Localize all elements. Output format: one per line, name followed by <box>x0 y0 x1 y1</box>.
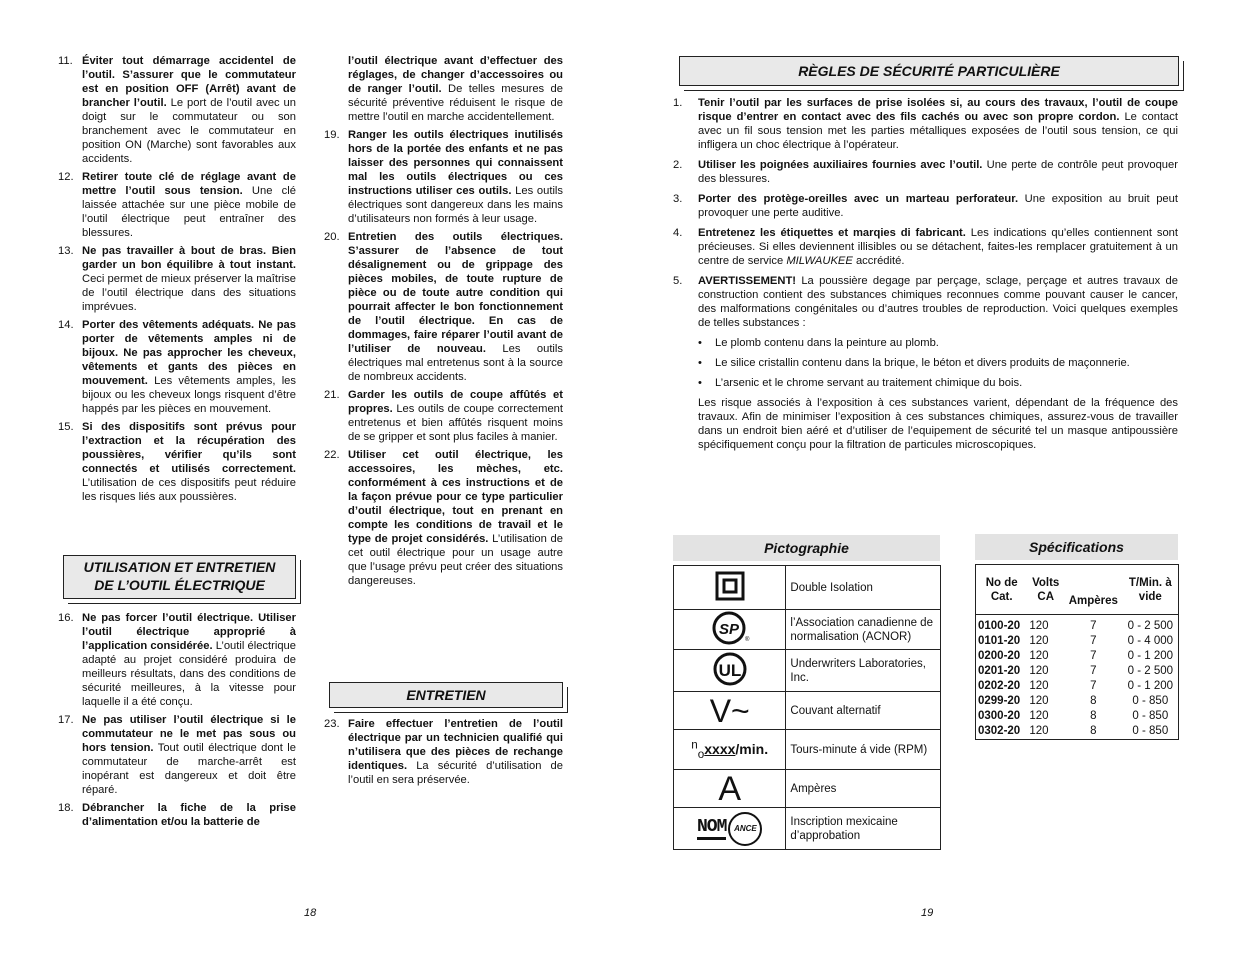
item-number: 16. <box>58 612 74 624</box>
list-item <box>58 420 296 504</box>
spec-cell: 120 <box>1029 649 1049 662</box>
spec-cell: 7 <box>1090 649 1097 662</box>
section-heading-entretien <box>329 682 563 708</box>
item-bold: Faire effectuer l’entretien de l’outil électrique par un technicien qualifié qui n’utilisera que des pièces de rechange identiques. <box>348 718 563 772</box>
item-text: Le contact avec un fil sous tension met les parties métalliques exposées de l’outil sous tension, ce qui infligera un choc électrique à l’opérateur. <box>698 111 1178 151</box>
item-bold: Porter des vêtements adéquats. Ne pas porter de vêtements amples ni de bijoux. Ne pas approcher les cheveux, vêtements et gants des pièces en mouvement. <box>82 319 296 387</box>
item-number: 3. <box>673 193 683 205</box>
spec-cell: 0 - 1 200 <box>1127 649 1174 662</box>
spec-row <box>976 634 1179 649</box>
item-bold: Tenir l’outil par les surfaces de prise isolées si, au cours des travaux, l’outil de coupe risque d’entrer en contact avec des fils cachés ou avec son propre cordon. <box>698 97 1178 123</box>
list-item <box>673 226 1178 268</box>
pictographie-title: Pictographie <box>673 535 940 561</box>
item-text: L’utilisation de cet outil électrique pour un usage autre que l’usage prévu peut créer des situations dangereuses. <box>348 533 563 587</box>
item-text: Les outils électriques mal entretenus sont à la source de nombreux accidents. <box>348 343 563 383</box>
svg-text:SP: SP <box>718 621 739 638</box>
left-column-2b <box>324 717 563 791</box>
svg-text:®: ® <box>744 637 750 643</box>
bullet-item <box>673 376 1178 390</box>
item-bold: Ne pas utiliser l’outil électrique si le commutateur ne le met pas sous ou hors tension. <box>82 714 296 754</box>
picto-label: Tours-minute á vide (RPM) <box>786 730 941 770</box>
list-item <box>324 448 563 588</box>
spec-cell: 120 <box>1029 679 1049 692</box>
rpm-tail: /min. <box>735 740 769 757</box>
section-heading-regles <box>679 56 1179 86</box>
spec-row <box>976 694 1179 709</box>
item-text: Ceci permet de mieux préserver la maîtrise de l’outil électrique dans des situations imprévues. <box>82 273 296 313</box>
list-item <box>58 801 296 829</box>
spec-header: T/Min. à vide <box>1123 565 1179 615</box>
spec-cell: 7 <box>1090 664 1097 677</box>
list-item <box>58 611 296 709</box>
item-text: Une clé laissée attachée sur une pièce mobile de l’outil électrique peut entraîner des blessures. <box>82 185 296 239</box>
spec-cell: 0 - 1 200 <box>1127 679 1174 692</box>
picto-row <box>674 730 941 770</box>
item-number: 11. <box>58 55 73 67</box>
spec-cell: 0200-20 <box>978 649 1021 662</box>
spec-cell: 120 <box>1029 619 1049 632</box>
spec-row <box>976 724 1179 740</box>
item-number: 17. <box>58 714 74 726</box>
spec-cell: 0 - 2 500 <box>1127 664 1174 677</box>
spec-cell: 0 - 2 500 <box>1127 619 1174 632</box>
amperes-symbol: A <box>718 769 742 808</box>
continued-text: De telles mesures de sécurité préventive réduisent le risque de mettre l’outil en marche accidentellement. <box>348 83 563 123</box>
item-text: Tout outil électrique dont le commutateur de marche-arrêt est inopérant est dangereux et doit être réparé. <box>82 742 296 796</box>
spec-row <box>976 709 1179 724</box>
ac-symbol: V~ <box>709 692 750 729</box>
picto-row <box>674 650 941 692</box>
csa-icon <box>674 610 786 650</box>
item-text: L’outil électrique adapté au projet considéré produira de meilleurs résultats, dans des conditions de sécurité meilleures, à la vitesse pour laquelle il a été conçu. <box>82 640 296 708</box>
item-number: 2. <box>673 159 683 171</box>
item-text: Les outils de coupe correctement entretenus et bien affûtés risquent moins de se gripper et sont plus faciles à manier. <box>348 403 563 443</box>
list-item <box>673 96 1178 152</box>
spec-cell: 0 - 4 000 <box>1127 634 1174 647</box>
item-bold: AVERTISSEMENT! <box>698 275 796 287</box>
regles-label: RÈGLES DE SÉCURITÉ PARTICULIÈRE <box>798 63 1060 79</box>
item-number: 20. <box>324 231 340 243</box>
spec-cell: 120 <box>1029 664 1049 677</box>
continued-bold: l’outil électrique avant d’effectuer des réglages, de changer d’accessoires ou de ranger l’outil. <box>348 55 563 95</box>
list-item <box>324 717 563 787</box>
list-item <box>324 230 563 384</box>
left-column-1b <box>58 611 296 833</box>
picto-row <box>674 566 941 610</box>
item-text: Une exposition au bruit peut provoquer une perte auditive. <box>698 193 1178 219</box>
heading-line-1: UTILISATION ET ENTRETIEN <box>83 559 276 575</box>
list-item <box>324 128 563 226</box>
spec-cell: 7 <box>1090 619 1097 632</box>
item-number: 19. <box>324 129 340 141</box>
picto-label: l’Association canadienne de normalisation (ACNOR) <box>786 610 941 650</box>
specifications-title: Spécifications <box>975 534 1178 560</box>
picto-row <box>674 808 941 850</box>
item-bold: Ne pas forcer l’outil électrique. Utiliser l’outil électrique approprié à l’application considérée. <box>82 612 296 652</box>
ac-icon <box>674 692 786 730</box>
item-number: 15. <box>58 421 74 433</box>
list-item <box>58 713 296 797</box>
picto-row <box>674 610 941 650</box>
item-bold: Retirer toute clé de réglage avant de mettre l’outil sous tension. <box>82 171 296 197</box>
bullet-icon: • <box>698 337 702 349</box>
item-bold: Ranger les outils électriques inutilisés hors de la portée des enfants et ne pas laisser des personnes qui connaissent mal les outils électriques ou ces instructions utiliser ces outils. <box>348 129 563 197</box>
nom-ance-icon <box>674 808 786 850</box>
item-text: La sécurité d’utilisation de l’outil en sera préservée. <box>348 760 563 786</box>
left-column-1 <box>58 54 296 508</box>
picto-row <box>674 770 941 808</box>
item-text: Une perte de contrôle peut provoquer des blessures. <box>698 159 1178 185</box>
list-item <box>58 170 296 240</box>
heading-line-2: DE L’OUTIL ÉLECTRIQUE <box>94 577 265 593</box>
list-item <box>58 54 296 166</box>
list-item <box>58 318 296 416</box>
item-italic: MILWAUKEE <box>786 255 853 267</box>
rpm-sub: o <box>697 747 705 761</box>
section-heading-utilisation <box>63 555 296 599</box>
bullet-text: Le plomb contenu dans la peinture au plomb. <box>715 337 939 349</box>
spec-row <box>976 619 1179 634</box>
pictographie-table <box>673 565 941 850</box>
spec-cell: 120 <box>1029 724 1049 737</box>
rpm-sup: n <box>691 738 698 752</box>
picto-label: Double Isolation <box>786 566 941 610</box>
bullet-icon: • <box>698 377 702 389</box>
item-bold: Ne pas travailler à bout de bras. Bien garder un bon équilibre à tout instant. <box>82 245 296 271</box>
spec-header: No de Cat. <box>976 565 1028 615</box>
page-number-left: 18 <box>304 907 317 919</box>
item-tail: accrédité. <box>852 255 905 267</box>
item-bold: Utiliser cet outil électrique, les accessoires, les mèches, etc. conformément à ces instructions et de la façon prévue pour ce type particulier d’outil électrique, tout en prenant en compte les conditions de travail et le type de projet considérés. <box>348 449 563 545</box>
item-number: 4. <box>673 227 683 239</box>
spec-row <box>976 679 1179 694</box>
spec-cell: 0 - 850 <box>1132 709 1169 722</box>
page-number-right: 19 <box>921 907 934 919</box>
spec-cell: 0101-20 <box>978 634 1021 647</box>
picto-label: Couvant alternatif <box>786 692 941 730</box>
svg-text:UL: UL <box>718 661 742 680</box>
double-insulation-icon <box>674 566 786 610</box>
right-column <box>673 96 1178 452</box>
bullet-item <box>673 336 1178 350</box>
spec-cell: 120 <box>1029 634 1049 647</box>
item-bold: Porter des protège-oreilles avec un marteau perforateur. <box>698 193 1019 205</box>
item-text: Les outils électriques sont dangereux dans les mains d’utilisateurs non formés à leur usage. <box>348 185 564 225</box>
spec-cell: 120 <box>1029 709 1049 722</box>
spec-cell: 0202-20 <box>978 679 1021 692</box>
item-number: 18. <box>58 802 74 814</box>
item-number: 5. <box>673 275 683 287</box>
spec-cell: 8 <box>1090 694 1097 707</box>
picto-label: Underwriters Laboratories, Inc. <box>786 650 941 692</box>
picto-label: Ampères <box>786 770 941 808</box>
item-bold: Entretien des outils électriques. S’assurer de l’absence de tout désalignement ou de grippage des pièces mobiles, de toute rupture de pièce ou de toute autre condition qui pourrait affecter le bon fonctionnement de l’outil électrique. En cas de dommages, faire réparer l’outil avant de l’utiliser de nouveau. <box>348 231 563 355</box>
nom-text: NOM <box>697 817 726 840</box>
ance-text: ANCE <box>728 812 762 846</box>
spec-cell: 8 <box>1090 709 1097 722</box>
bullet-text: Le silice cristallin contenu dans la brique, le béton et divers produits de maçonnerie. <box>715 357 1130 369</box>
entretien-label: ENTRETIEN <box>406 687 486 703</box>
item-text: Le port de l’outil avec un doigt sur le commutateur ou son branchement avec le commutateur en position ON (Marche) sont favorables aux accidents. <box>82 97 296 165</box>
item-number: 23. <box>324 718 340 730</box>
spec-cell: 0299-20 <box>978 694 1021 707</box>
spec-cell: 0201-20 <box>978 664 1021 677</box>
specifications-table <box>975 564 1179 740</box>
spec-cell: 0300-20 <box>978 709 1021 722</box>
item-text: Les indications qu’elles contiennent sont précieuses. Si elles deviennent illisibles ou se détachent, faites-les remplacer gratuitement à un centre de service <box>698 227 1179 267</box>
spec-header: Volts CA <box>1027 565 1064 615</box>
item-number: 22. <box>324 449 340 461</box>
item-number: 1. <box>673 97 683 109</box>
item-number: 13. <box>58 245 74 257</box>
item-text: La poussière degage par perçage, sclage, perçage et autres travaux de construction contient des substances chimiques reconnues comme pouvant causer le cancer, des malformations congénitales ou d’autres troubles de reproduction. Voici quelques exemples de telles substances : <box>698 275 1178 329</box>
spec-cell: 7 <box>1090 634 1097 647</box>
spec-cell: 7 <box>1090 679 1097 692</box>
spec-cell: 0 - 850 <box>1132 724 1169 737</box>
list-item <box>673 274 1178 330</box>
item-number: 21. <box>324 389 340 401</box>
closing-paragraph: Les risque associés à l’exposition à ces substances varient, dépendant de la fréquence des travaux. Afin de minimiser l’exposition à ces substances chimiques, assurez-vous de travailler dans un endroit bien aéré et d’utiliser de l’equipement de sécurité tel un masque antipoussière spécifiquement conçu pour la filtration de particules microscopiques. <box>698 397 1178 451</box>
item-number: 12. <box>58 171 74 183</box>
item-number: 14. <box>58 319 74 331</box>
amperes-icon <box>674 770 786 808</box>
picto-row <box>674 692 941 730</box>
rpm-icon <box>674 730 786 770</box>
item-bold: Éviter tout démarrage accidentel de l’outil. S’assurer que le commutateur est en position OFF (Arrêt) avant de brancher l’outil. <box>82 55 296 109</box>
item-bold: Garder les outils de coupe affûtés et propres. <box>348 389 563 415</box>
list-item <box>324 388 563 444</box>
bullet-text: L’arsenic et le chrome servant au traitement chimique du bois. <box>715 377 1023 389</box>
spec-row <box>976 649 1179 664</box>
bullet-item <box>673 356 1178 370</box>
spec-cell: 0100-20 <box>978 619 1021 632</box>
left-column-2 <box>324 54 563 592</box>
spec-cell: 0302-20 <box>978 724 1021 737</box>
spec-header-row <box>976 565 1179 615</box>
item-bold: Entretenez les étiquettes et marqies di fabricant. <box>698 227 966 239</box>
spec-header: Ampères <box>1064 565 1123 615</box>
item-bold: Si des dispositifs sont prévus pour l’extraction et la récupération des poussières, vérifier qu’ils sont connectés et utilisés correctement. <box>82 421 296 475</box>
item-bold: Utiliser les poignées auxiliaires fournies avec l’outil. <box>698 159 983 171</box>
spec-cell: 0 - 850 <box>1132 694 1169 707</box>
ul-icon <box>674 650 786 692</box>
bullet-icon: • <box>698 357 702 369</box>
item-bold: Débrancher la fiche de la prise d’alimentation et/ou la batterie de <box>82 802 296 828</box>
continued-paragraph <box>324 54 563 124</box>
picto-label: Inscription mexicaine d’approbation <box>786 808 941 850</box>
item-text: Les vêtements amples, les bijoux ou les cheveux longs risquent d’être happés par les pièces en mouvement. <box>82 375 296 415</box>
spec-row <box>976 664 1179 679</box>
rpm-main: xxxx <box>704 740 736 757</box>
spec-cell: 8 <box>1090 724 1097 737</box>
spec-cell: 120 <box>1029 694 1049 707</box>
list-item <box>673 158 1178 186</box>
list-item <box>673 192 1178 220</box>
item-text: L’utilisation de ces dispositifs peut réduire les risques liés aux poussières. <box>82 477 296 503</box>
list-item <box>58 244 296 314</box>
